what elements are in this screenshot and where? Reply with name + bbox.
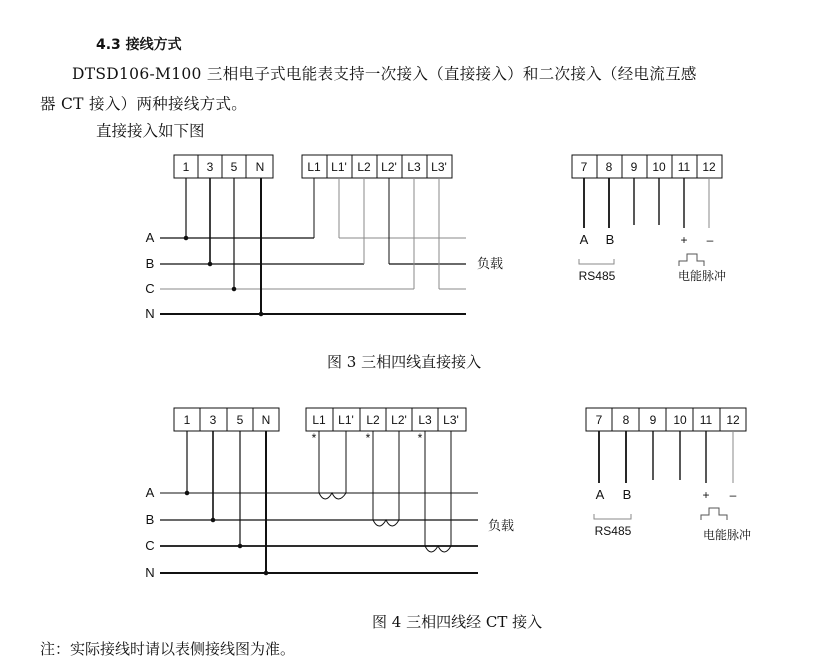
fig4-rs485-b: B bbox=[622, 487, 632, 502]
fig3-terminal: 5 bbox=[230, 160, 238, 174]
fig4-terminal: N bbox=[261, 413, 271, 427]
fig4-pulse-minus: – bbox=[729, 488, 737, 502]
figure4-diagram bbox=[160, 408, 746, 575]
fig4-current-terminal: L1' bbox=[338, 413, 354, 427]
fig3-terminal: N bbox=[255, 160, 265, 174]
fig4-current-terminal: L2' bbox=[391, 413, 407, 427]
fig4-phase-c: C bbox=[145, 538, 155, 553]
fig3-rs485-label: RS485 bbox=[578, 269, 616, 283]
fig3-current-terminal: L3 bbox=[407, 160, 421, 174]
fig3-rs485-b: B bbox=[605, 232, 615, 247]
fig4-terminal: 5 bbox=[236, 413, 244, 427]
figure3-diagram bbox=[160, 155, 722, 316]
fig3-aux-terminal: 9 bbox=[630, 160, 638, 174]
fig3-current-terminal: L3' bbox=[431, 160, 447, 174]
footnote: 注：实际接线时请以表侧接线图为准。 bbox=[40, 640, 296, 658]
fig3-current-terminal: L1' bbox=[331, 160, 347, 174]
fig4-current-terminal: L1 bbox=[312, 413, 326, 427]
fig4-polarity-mark: * bbox=[365, 431, 371, 445]
fig3-current-terminal: L2 bbox=[357, 160, 371, 174]
fig3-rs485-a: A bbox=[579, 232, 589, 247]
fig4-aux-terminal: 9 bbox=[649, 413, 657, 427]
figure3-caption: 图 3 三相四线直接接入 bbox=[327, 353, 482, 371]
fig3-terminal: 3 bbox=[206, 160, 214, 174]
fig4-rs485-label: RS485 bbox=[594, 524, 632, 538]
intro-paragraph-line2: 器 CT 接入）两种接线方式。 bbox=[40, 95, 248, 113]
section-heading: 4.3 接线方式 bbox=[96, 37, 182, 53]
figure3-labels bbox=[145, 160, 726, 321]
fig3-phase-c: C bbox=[145, 281, 155, 296]
fig3-aux-terminal: 11 bbox=[677, 160, 691, 174]
fig3-aux-terminal: 12 bbox=[702, 160, 716, 174]
fig3-aux-terminal: 7 bbox=[580, 160, 588, 174]
fig3-phase-a: A bbox=[145, 230, 155, 245]
fig4-polarity-mark: * bbox=[311, 431, 317, 445]
fig3-pulse-minus: – bbox=[706, 233, 714, 247]
direct-subheading: 直接接入如下图 bbox=[96, 122, 205, 140]
fig4-load-label: 负载 bbox=[487, 518, 515, 533]
fig4-phase-a: A bbox=[145, 485, 155, 500]
fig4-phase-n: N bbox=[145, 565, 155, 580]
fig4-aux-terminal: 12 bbox=[726, 413, 740, 427]
intro-paragraph-line1: DTSD106-M100 三相电子式电能表支持一次接入（直接接入）和二次接入（经电流互感 bbox=[72, 65, 697, 83]
fig3-pulse-label: 电能脉冲 bbox=[677, 269, 727, 283]
fig4-aux-terminal: 7 bbox=[595, 413, 603, 427]
fig3-terminal: 1 bbox=[182, 160, 190, 174]
fig4-current-terminal: L2 bbox=[366, 413, 380, 427]
fig4-rs485-a: A bbox=[595, 487, 605, 502]
fig3-pulse-plus: + bbox=[680, 233, 688, 247]
fig3-load-label: 负载 bbox=[476, 256, 504, 271]
fig4-aux-terminal: 11 bbox=[699, 413, 713, 427]
fig4-phase-b: B bbox=[145, 512, 155, 527]
fig4-current-terminal: L3 bbox=[418, 413, 432, 427]
fig3-current-terminal: L1 bbox=[307, 160, 321, 174]
figure4-caption: 图 4 三相四线经 CT 接入 bbox=[372, 613, 543, 631]
fig4-terminal: 3 bbox=[209, 413, 217, 427]
fig3-aux-terminal: 10 bbox=[652, 160, 666, 174]
fig4-pulse-label: 电能脉冲 bbox=[702, 528, 752, 542]
fig4-terminal: 1 bbox=[183, 413, 191, 427]
fig4-current-terminal: L3' bbox=[443, 413, 459, 427]
fig4-aux-terminal: 10 bbox=[673, 413, 687, 427]
fig3-current-terminal: L2' bbox=[381, 160, 397, 174]
fig3-phase-b: B bbox=[145, 256, 155, 271]
fig4-aux-terminal: 8 bbox=[622, 413, 630, 427]
fig4-polarity-mark: * bbox=[417, 431, 423, 445]
fig4-pulse-plus: + bbox=[702, 488, 710, 502]
fig3-phase-n: N bbox=[145, 306, 155, 321]
fig3-aux-terminal: 8 bbox=[605, 160, 613, 174]
figure4-labels bbox=[145, 413, 751, 580]
